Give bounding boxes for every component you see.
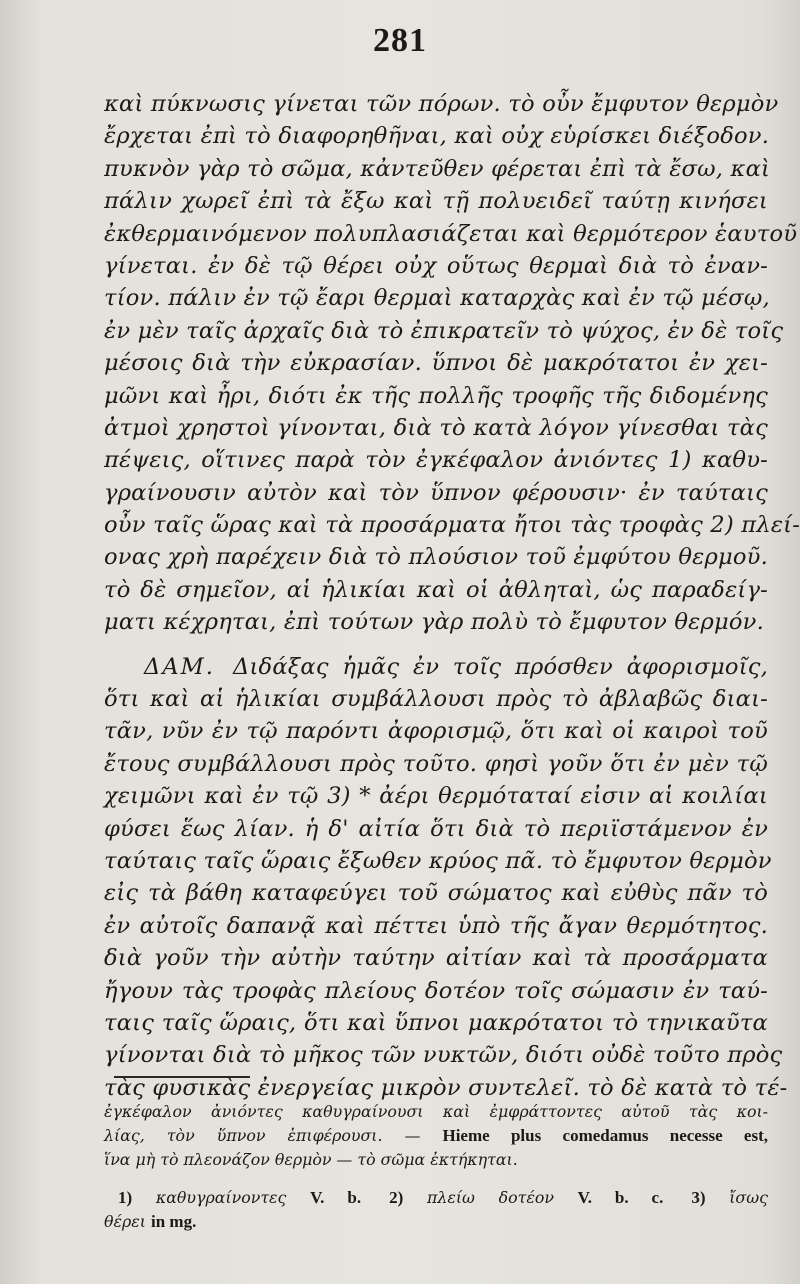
text-line: τίον. πάλιν ἐν τῷ ἔαρι θερμαὶ καταρχὰς καὶ ἐν τῷ μέσῳ, <box>104 285 770 312</box>
speaker-label: ΔΑΜ. <box>144 653 215 680</box>
footnote-greek: θέρει <box>104 1212 146 1231</box>
text-line-with-speaker <box>104 651 768 683</box>
text-line: ἔρχεται ἐπὶ τὸ διαφορηθῆναι, καὶ οὐχ εὑρίσκει διέξοδον. <box>104 123 770 150</box>
text-line: τὰς φυσικὰς ἐνεργείας μικρὸν συντελεῖ. τὸ δὲ κατὰ τὸ τέ- <box>104 1074 788 1101</box>
text-line: ταύταις ταῖς ὥραις ἔξωθεν κρύος πᾶ. τὸ ἔμφυτον θερμὸν <box>104 847 772 874</box>
footnote-marker: 3) <box>691 1188 706 1207</box>
footnote-ref: V. b. c. <box>577 1188 664 1207</box>
text-line: φύσει ἕως λίαν. ἡ δ' αἰτία ὅτι διὰ τὸ περιϊστάμενον ἐν <box>104 815 768 842</box>
paragraph-gap <box>104 639 768 651</box>
text-line: διὰ γοῦν τὴν αὐτὴν ταύτην αἰτίαν καὶ τὰ προσάρματα <box>104 945 768 972</box>
text-line: χειμῶνι καὶ ἐν τῷ 3) * ἀέρι θερμόταταί εἰσιν αἱ κοιλίαι <box>104 783 768 810</box>
footnote-separator <box>114 1076 250 1078</box>
text-line: οὖν ταῖς ὥρας καὶ τὰ προσάρματα ἤτοι τὰς τροφὰς 2) πλεί- <box>104 512 800 539</box>
footnote-ref: in mg. <box>150 1212 197 1231</box>
text-line-content: Διδάξας ἡμᾶς ἐν τοῖς πρόσθεν ἀφορισμοῖς, <box>232 653 768 680</box>
note-line <box>104 1124 768 1148</box>
text-line: ἤγουν τὰς τροφὰς πλείους δοτέον τοῖς σώμασιν ἐν ταύ- <box>104 977 768 1004</box>
text-line: γίνεται. ἐν δὲ τῷ θέρει οὐχ οὕτως θερμαὶ διὰ τὸ ἐναν- <box>104 252 768 279</box>
text-line: τὸ δὲ σημεῖον, αἱ ἡλικίαι καὶ οἱ ἀθληταὶ, ὡς παραδείγ- <box>104 576 768 603</box>
text-line: ταις ταῖς ὥραις, ὅτι καὶ ὕπνοι μακρότατοι τὸ τηνικαῦτα <box>104 1009 768 1036</box>
text-line: ἐν αὐτοῖς δαπανᾷ καὶ πέττει ὑπὸ τῆς ἄγαν θερμότητος. <box>104 912 768 939</box>
footnote-greek: πλείω δοτέον <box>426 1188 554 1207</box>
text-line: μῶνι καὶ ἦρι, διότι ἐκ τῆς πολλῆς τροφῆς τῆς διδομένης <box>104 382 768 409</box>
text-line: καὶ πύκνωσις γίνεται τῶν πόρων. τὸ οὖν ἔμφυτον θερμὸν <box>104 91 779 117</box>
text-line: ἀτμοὶ χρηστοὶ γίνονται, διὰ τὸ κατὰ λόγον γίνεσθαι τὰς <box>104 414 768 441</box>
footnote-marker: 1) <box>118 1188 133 1207</box>
text-line: γραίνουσιν αὐτὸν καὶ τὸν ὕπνον φέρουσιν· ἐν ταύταις <box>104 479 768 506</box>
note-greek: λίας, τὸν ὕπνον ἐπιφέρουσι. — <box>104 1126 421 1145</box>
page-number: 281 <box>373 22 427 59</box>
footnote-gap <box>104 1172 768 1186</box>
note-line: ἵνα μὴ τὸ πλεονάζον θερμὸν — τὸ σῶμα ἐκτήκηται. <box>104 1150 518 1169</box>
text-line: ἐν μὲν ταῖς ἀρχαῖς διὰ τὸ ἐπικρατεῖν τὸ ψύχος, ἐν δὲ τοῖς <box>104 317 784 344</box>
footnote-ref: V. b. <box>310 1188 362 1207</box>
footnote-greek: ἴσως <box>729 1188 768 1207</box>
main-text <box>104 88 800 1104</box>
text-line: εἰς τὰ βάθη καταφεύγει τοῦ σώματος καὶ εὐθὺς πᾶν τὸ <box>104 880 768 907</box>
text-line: πυκνὸν γὰρ τὸ σῶμα, κἀντεῦθεν φέρεται ἐπὶ τὰ ἔσω, καὶ <box>104 155 771 182</box>
text-line: ἔτους συμβάλλουσι πρὸς τοῦτο. φησὶ γοῦν ὅτι ἐν μὲν τῷ <box>104 750 768 777</box>
text-line: γίνονται διὰ τὸ μῆκος τῶν νυκτῶν, διότι οὐδὲ τοῦτο πρὸς <box>104 1042 783 1069</box>
footnote-greek: καθυγραίνοντες <box>155 1188 287 1207</box>
footnote-marker: 2) <box>389 1188 404 1207</box>
text-line: πέψεις, οἵτινες παρὰ τὸν ἐγκέφαλον ἀνιόντες 1) καθυ- <box>104 447 768 474</box>
footnote-line <box>104 1210 768 1234</box>
footnote-line <box>104 1186 768 1210</box>
text-line: τᾶν, νῦν ἐν τῷ παρόντι ἀφορισμῷ, ὅτι καὶ οἱ καιροὶ τοῦ <box>104 718 768 745</box>
note-latin: Hieme plus comedamus necesse est, <box>442 1126 769 1145</box>
text-line: ἐκθερμαινόμενον πολυπλασιάζεται καὶ θερμότερον ἑαυτοῦ <box>104 220 798 247</box>
text-line: πάλιν χωρεῖ ἐπὶ τὰ ἔξω καὶ τῇ πολυειδεῖ ταύτῃ κινήσει <box>104 188 768 215</box>
footnotes-block <box>104 1100 768 1234</box>
text-line: ὅτι καὶ αἱ ἡλικίαι συμβάλλουσι πρὸς τὸ ἀβλαβῶς διαι- <box>104 686 768 713</box>
text-line: ονας χρὴ παρέχειν διὰ τὸ πλούσιον τοῦ ἐμφύτου θερμοῦ. <box>104 544 768 571</box>
text-line: μέσοις διὰ τὴν εὐκρασίαν. ὕπνοι δὲ μακρότατοι ἐν χει- <box>104 350 768 377</box>
text-line: ματι κέχρηται, ἐπὶ τούτων γὰρ πολὺ τὸ ἔμφυτον θερμόν. <box>104 609 764 636</box>
note-line: ἐγκέφαλον ἀνιόντες καθυγραίνουσι καὶ ἐμφράττοντες αὐτοῦ τὰς κοι- <box>104 1102 768 1121</box>
